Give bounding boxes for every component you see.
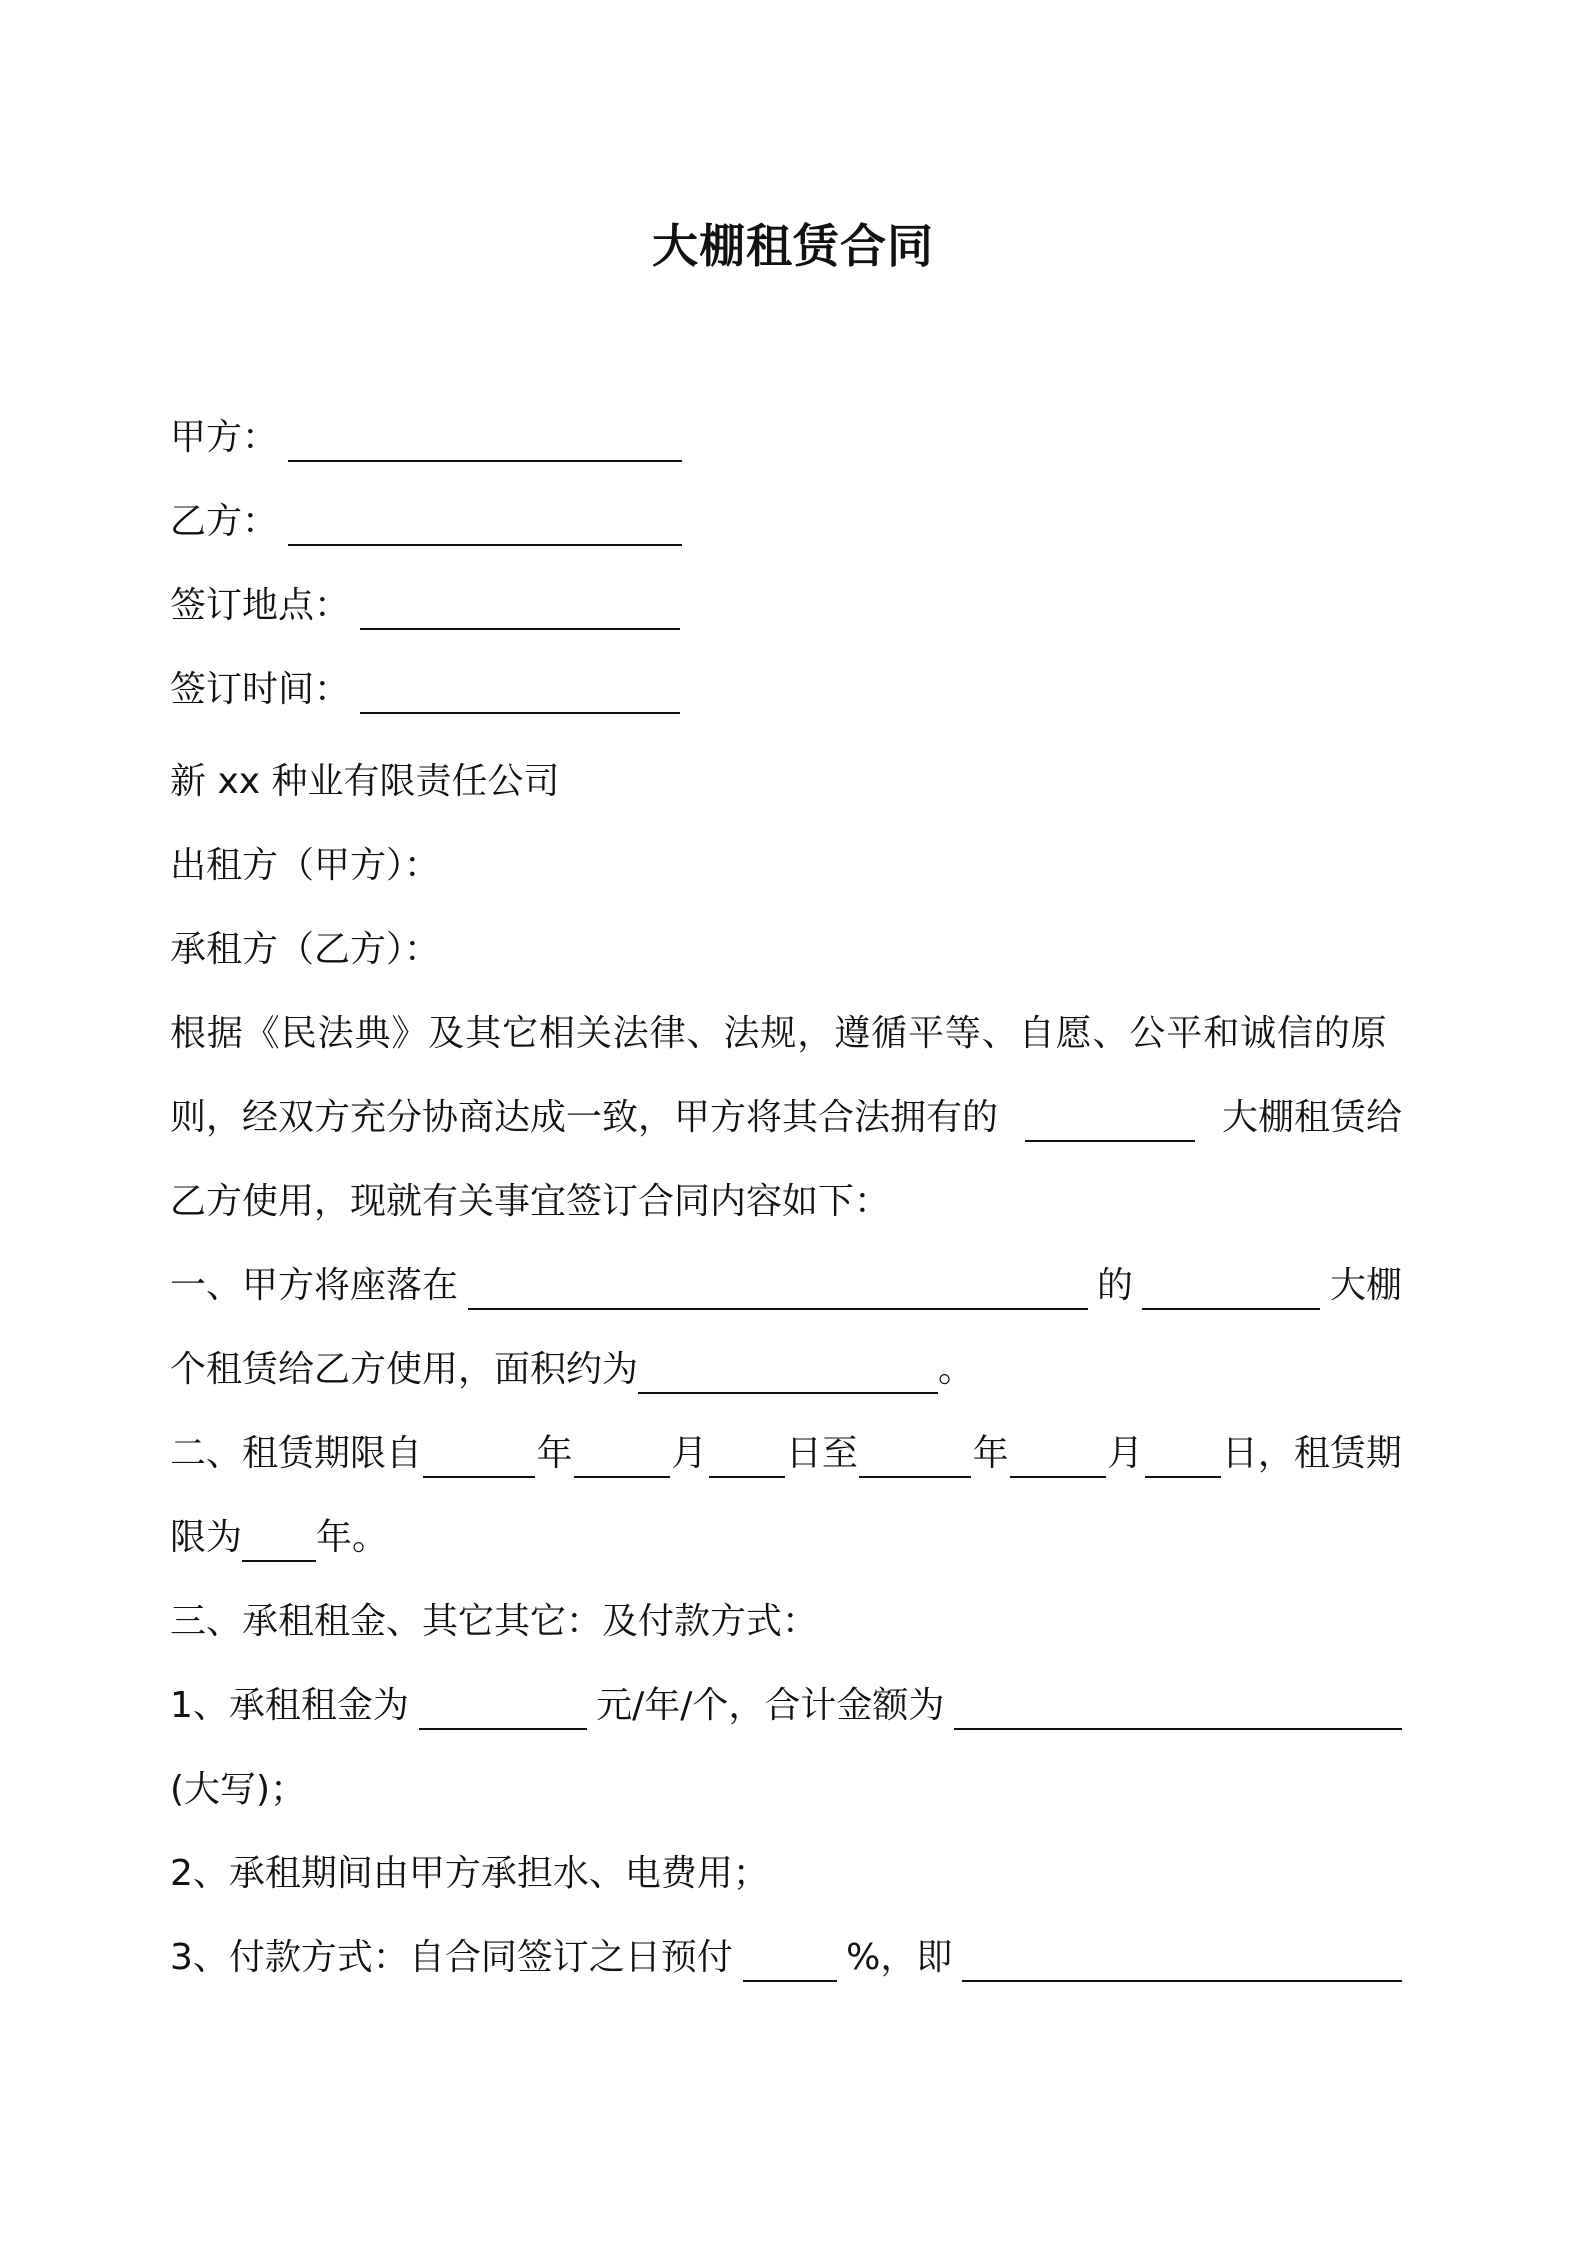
clause-text: 月 xyxy=(671,1433,708,1474)
clause-text: 个租赁给乙方使用，面积约为 xyxy=(170,1349,639,1390)
greenhouse-count-blank[interactable] xyxy=(1142,1256,1320,1310)
clause-3-item-1 xyxy=(170,1676,1402,1736)
clause-2-line-2 xyxy=(170,1508,1402,1568)
lessor-line: 出租方（甲方）： xyxy=(170,845,441,886)
greenhouse-type-blank[interactable] xyxy=(1025,1088,1195,1142)
clause-text: 。 xyxy=(938,1349,975,1390)
prepay-percent-blank[interactable] xyxy=(743,1928,837,1982)
clause-text: 大棚 xyxy=(1329,1265,1402,1306)
clause-text: %，即 xyxy=(846,1937,953,1978)
start-month-blank[interactable] xyxy=(574,1424,670,1478)
signing-place-field xyxy=(170,576,1402,636)
clause-3-item-1-cont: (大写)； xyxy=(170,1769,307,1810)
party-b-blank[interactable] xyxy=(288,492,682,546)
company-name: 新 xx 种业有限责任公司 xyxy=(170,761,560,802)
clause-text: 年。 xyxy=(316,1517,389,1558)
end-day-blank[interactable] xyxy=(1145,1424,1221,1478)
intro-text: 则，经双方充分协商达成一致，甲方将其合法拥有的 xyxy=(170,1097,999,1138)
clause-text: 元/年/个，合计金额为 xyxy=(596,1685,945,1726)
clause-2-line-1 xyxy=(170,1424,1402,1484)
clause-3-heading: 三、承租租金、其它其它：及付款方式： xyxy=(170,1601,819,1642)
clause-text: 限为 xyxy=(170,1517,243,1558)
clause-text: 年 xyxy=(972,1433,1009,1474)
clause-text: 年 xyxy=(536,1433,573,1474)
start-day-blank[interactable] xyxy=(709,1424,785,1478)
signing-time-field xyxy=(170,660,1402,720)
party-a-field xyxy=(170,408,1402,468)
end-year-blank[interactable] xyxy=(859,1424,971,1478)
location-blank[interactable] xyxy=(468,1256,1088,1310)
area-blank[interactable] xyxy=(638,1340,938,1394)
clause-text: 一、甲方将座落在 xyxy=(170,1265,459,1306)
clause-text: 日，租赁期 xyxy=(1221,1433,1402,1474)
intro-line-2 xyxy=(170,1088,1402,1148)
signing-place-blank[interactable] xyxy=(360,576,680,630)
field-label: 乙方： xyxy=(170,501,279,542)
rent-blank[interactable] xyxy=(419,1676,587,1730)
lease-years-blank[interactable] xyxy=(242,1508,316,1562)
clause-1-line-1 xyxy=(170,1256,1402,1316)
clause-text: 日至 xyxy=(785,1433,858,1474)
clause-3-item-3 xyxy=(170,1928,1402,1988)
lessee-line: 承租方（乙方）： xyxy=(170,929,441,970)
field-label: 甲方： xyxy=(170,417,279,458)
end-month-blank[interactable] xyxy=(1010,1424,1106,1478)
page-title: 大棚租赁合同 xyxy=(652,219,934,273)
clause-1-line-2 xyxy=(170,1340,1402,1400)
total-amount-blank[interactable] xyxy=(954,1676,1402,1730)
start-year-blank[interactable] xyxy=(423,1424,535,1478)
party-b-field xyxy=(170,492,1402,552)
intro-line-3: 乙方使用，现就有关事宜签订合同内容如下： xyxy=(170,1181,891,1222)
clause-text: 1、承租租金为 xyxy=(170,1685,409,1726)
clause-3-item-2: 2、承租期间由甲方承担水、电费用； xyxy=(170,1853,769,1894)
intro-line-1: 根据《民法典》及其它相关法律、法规，遵循平等、自愿、公平和诚信的原 xyxy=(170,1013,1388,1054)
clause-text: 的 xyxy=(1096,1265,1133,1306)
party-a-blank[interactable] xyxy=(288,408,682,462)
field-label: 签订地点： xyxy=(170,585,351,626)
prepay-amount-blank[interactable] xyxy=(962,1928,1402,1982)
intro-text: 大棚租赁给 xyxy=(1221,1097,1402,1138)
clause-text: 二、租赁期限自 xyxy=(170,1433,423,1474)
field-label: 签订时间： xyxy=(170,669,351,710)
clause-text: 月 xyxy=(1107,1433,1144,1474)
signing-time-blank[interactable] xyxy=(360,660,680,714)
clause-text: 3、付款方式：自合同签订之日预付 xyxy=(170,1937,733,1978)
